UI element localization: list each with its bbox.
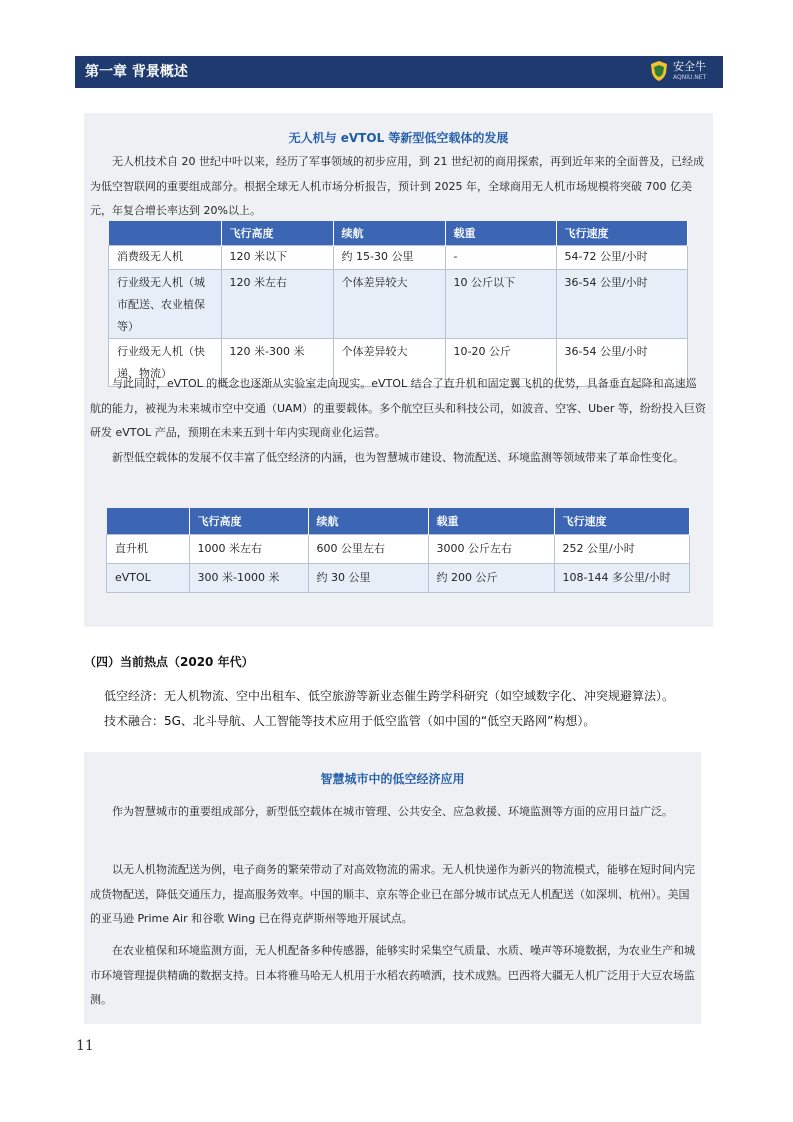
table-header-cell (107, 508, 190, 534)
table-cell: - (445, 245, 556, 269)
table-cell: 36-54 公里/小时 (556, 338, 688, 386)
section-heading: （四）当前热点（2020 年代） (84, 655, 254, 669)
table-cell: 行业级无人机（快递、物流） (109, 338, 222, 386)
table-cell: 120 米-300 米 (221, 338, 333, 386)
table-cell: 3000 公斤左右 (428, 534, 554, 563)
table-header-cell: 飞行速度 (556, 221, 688, 245)
table-header-cell: 载重 (428, 508, 554, 534)
table-cell: 直升机 (107, 534, 190, 563)
table-cell: 消费级无人机 (109, 245, 222, 269)
table-header-cell: 续航 (308, 508, 428, 534)
table-header-row (109, 221, 688, 245)
table-cell: 120 米左右 (221, 269, 333, 338)
table-cell: 252 公里/小时 (554, 534, 690, 563)
box-paragraph: 新型低空载体的发展不仅丰富了低空经济的内涵，也为智慧城市建设、物流配送、环境监测等领域带来了革命性变化。 (112, 451, 684, 464)
table-cell: 约 200 公斤 (428, 563, 554, 592)
table-cell: 600 公里左右 (308, 534, 428, 563)
box-paragraph: 与此同时，eVTOL 的概念也逐渐从实验室走向现实。eVTOL 结合了直升机和固定翼飞机的优势，具备垂直起降和高速巡航的能力，被视为未来城市空中交通（UAM）的重要载体。多个航空巨头和科技公司，如波音、空客、Uber 等，纷纷投入巨资研发 eVTOL 产品，预期在未来五到十年内实现商业化运营。 (90, 377, 706, 439)
table-cell: 108-144 多公里/小时 (554, 563, 690, 592)
table-row (107, 534, 690, 563)
box-paragraph: 在农业植保和环境监测方面，无人机配备多种传感器，能够实时采集空气质量、水质、噪声等环境数据，为农业生产和城市环境管理提供精确的数据支持。日本将雅马哈无人机用于水稻农药喷洒，技术成熟。巴西将大疆无人机广泛用于大豆农场监测。 (90, 944, 695, 1006)
table-row (109, 245, 688, 269)
table-cell: 10-20 公斤 (445, 338, 556, 386)
table-header-cell: 飞行高度 (221, 221, 333, 245)
drone-spec-table (108, 221, 688, 387)
body-line: 技术融合：5G、北斗导航、人工智能等技术应用于低空监管（如中国的“低空天路网”构想）。 (104, 714, 596, 728)
table-cell: 1000 米左右 (189, 534, 308, 563)
table-row (109, 269, 688, 338)
aircraft-spec-table (106, 508, 690, 593)
table-cell: 300 米-1000 米 (189, 563, 308, 592)
table-cell: 120 米以下 (221, 245, 333, 269)
shield-logo-icon (649, 60, 669, 82)
info-box-smart-city (84, 752, 701, 1024)
table-header-row (107, 508, 690, 534)
body-line: 低空经济：无人机物流、空中出租车、低空旅游等新业态催生跨学科研究（如空域数字化、冲突规避算法）。 (104, 689, 675, 703)
table-header-cell (109, 221, 222, 245)
table-cell: 个体差异较大 (333, 338, 445, 386)
table-header-cell: 续航 (333, 221, 445, 245)
box-paragraph: 作为智慧城市的重要组成部分，新型低空载体在城市管理、公共安全、应急救援、环境监测等方面的应用日益广泛。 (112, 805, 673, 818)
table-cell: 10 公斤以下 (445, 269, 556, 338)
box-paragraph: 无人机技术自 20 世纪中叶以来，经历了军事领域的初步应用，到 21 世纪初的商用探索，再到近年来的全面普及，已经成为低空智联网的重要组成部分。根据全球无人机市场分析报告，预计到 2025 年，全球商用无人机市场规模将突破 700 亿美元，年复合增长率达到 20%以上。 (90, 155, 704, 217)
table-cell: 约 15-30 公里 (333, 245, 445, 269)
logo-name: 安全牛 (673, 60, 706, 73)
page-number: 11 (76, 1038, 94, 1054)
box-paragraph: 以无人机物流配送为例，电子商务的繁荣带动了对高效物流的需求。无人机快递作为新兴的物流模式，能够在短时间内完成货物配送，降低交通压力，提高服务效率。中国的顺丰、京东等企业已在部分城市试点无人机配送（如深圳、杭州）。美国的亚马逊 Prime Air 和谷歌 Wing 已在得克萨斯州等地开展试点。 (90, 863, 695, 925)
table-header-cell: 飞行速度 (554, 508, 690, 534)
table-cell: eVTOL (107, 563, 190, 592)
brand-logo (649, 60, 713, 84)
chapter-title: 第一章 背景概述 (85, 64, 188, 80)
table-cell: 36-54 公里/小时 (556, 269, 688, 338)
table-cell: 行业级无人机（城市配送、农业植保等） (109, 269, 222, 338)
box-title: 智慧城市中的低空经济应用 (320, 772, 465, 786)
table-header-cell: 载重 (445, 221, 556, 245)
table-cell: 约 30 公里 (308, 563, 428, 592)
table-header-cell: 飞行高度 (189, 508, 308, 534)
info-box-drones-evtol (84, 113, 713, 627)
table-row (107, 563, 690, 592)
box-title: 无人机与 eVTOL 等新型低空载体的发展 (288, 131, 509, 145)
logo-subtitle: AQNIU.NET (673, 74, 707, 81)
chapter-header (75, 56, 723, 88)
table-cell: 54-72 公里/小时 (556, 245, 688, 269)
table-cell: 个体差异较大 (333, 269, 445, 338)
